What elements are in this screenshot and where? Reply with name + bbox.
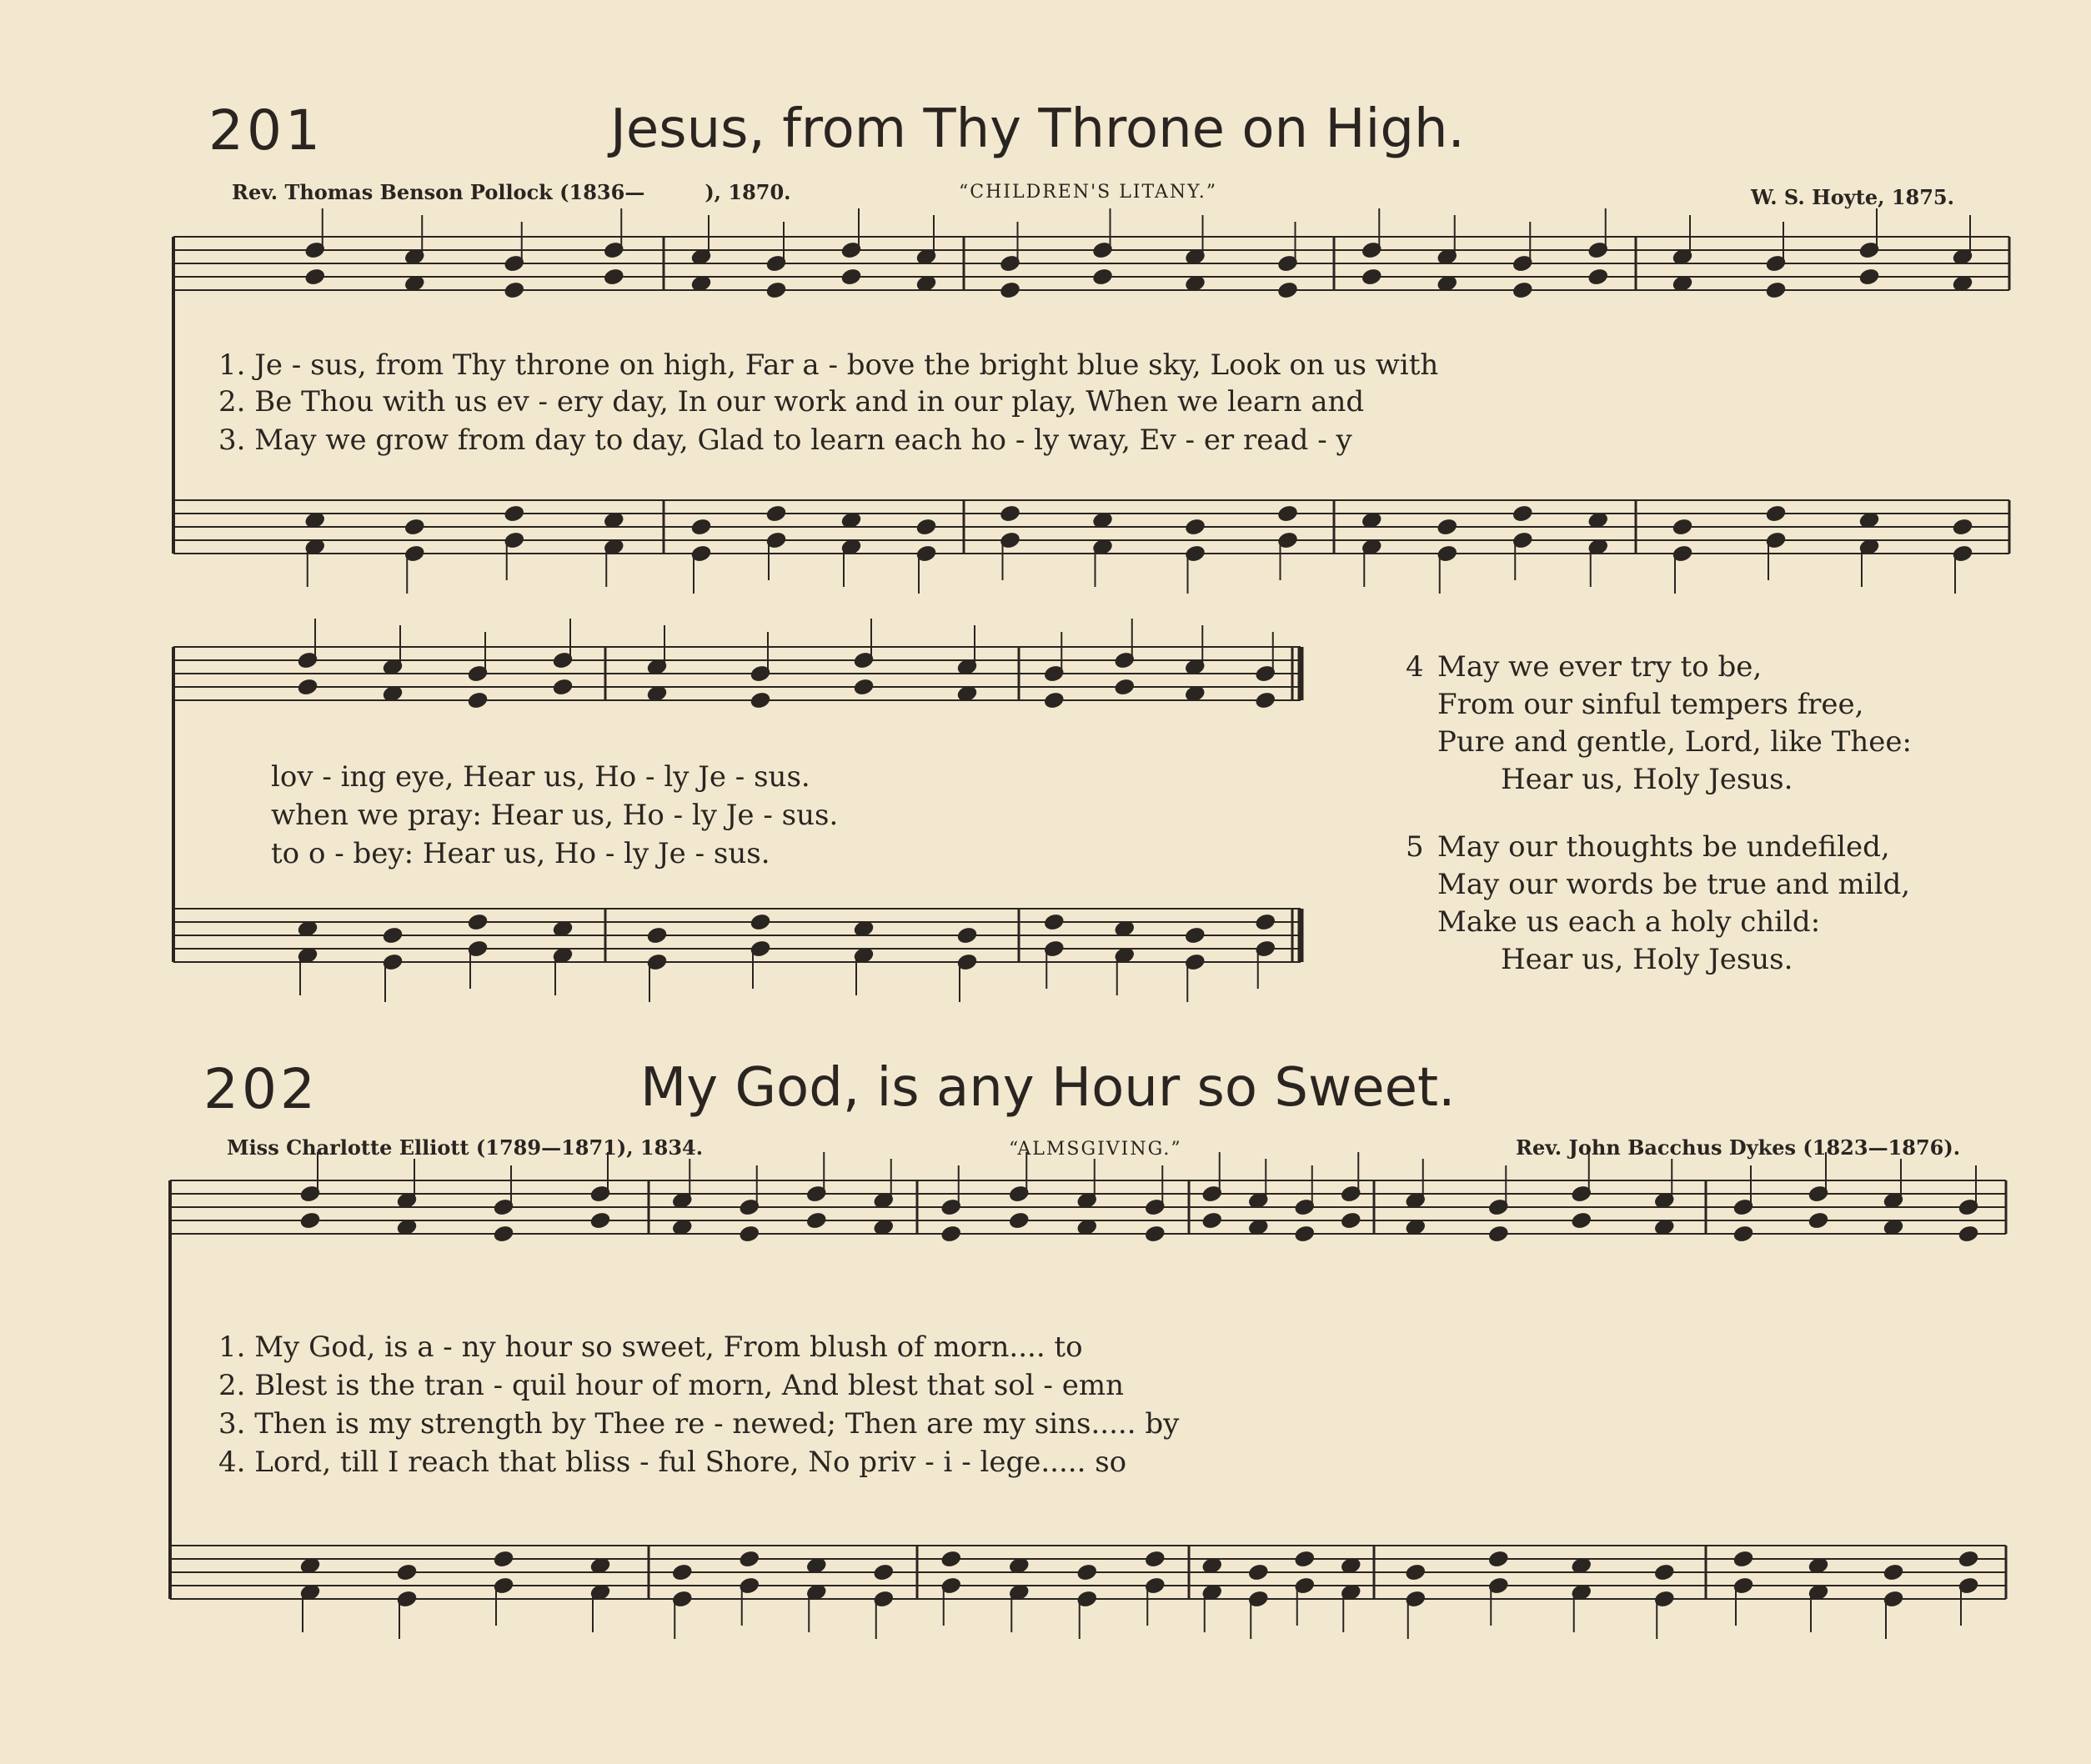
note-head <box>854 920 874 937</box>
note-head <box>1859 512 1879 529</box>
note-head <box>383 927 403 944</box>
hymn-202-tune: “ALMSGIVING.” <box>1009 1139 1182 1160</box>
note-head <box>740 1551 760 1567</box>
verse-number: 4 <box>1406 650 1424 684</box>
hymn-202-verse-2-line: 2. Blest is the tran - quil hour of morn, And blest that sol - emn <box>218 1369 1124 1402</box>
note-head <box>1185 927 1205 944</box>
note-head <box>854 679 874 695</box>
hymn-201-verse-3-end: to o - bey: Hear us, Ho - ly Je - sus. <box>271 837 770 870</box>
hymn-201-title: Jesus, from Thy Throne on High. <box>610 98 1465 160</box>
note-head <box>916 519 936 535</box>
note-head <box>1654 1219 1674 1235</box>
note-head <box>1077 1219 1097 1235</box>
note-head <box>1654 1564 1674 1581</box>
hymn-202-number: 202 <box>203 1057 318 1121</box>
note-head <box>1093 268 1113 285</box>
note-head <box>1953 519 1973 535</box>
note-head <box>1044 692 1064 709</box>
note-head <box>404 519 424 535</box>
note-head <box>1077 1564 1097 1581</box>
note-head <box>1009 1557 1029 1574</box>
hymn-202-verse-4-line: 4. Lord, till I reach that bliss - ful Shore, No priv - i - lege..... so <box>218 1446 1127 1479</box>
note-head <box>1295 1225 1315 1242</box>
note-head <box>1572 1557 1592 1574</box>
note-head <box>1437 519 1457 535</box>
note-head <box>841 268 861 285</box>
note-head <box>672 1219 692 1235</box>
verse-refrain: Hear us, Holy Jesus. <box>1501 943 1793 976</box>
note-head <box>1808 1557 1828 1574</box>
note-head <box>1278 505 1298 522</box>
hymn-201-verse-3-line: 3. May we grow from day to day, Glad to learn each ho - ly way, Ev - er read - y <box>218 423 1352 457</box>
note-head <box>1361 268 1381 285</box>
note-head <box>1953 275 1973 292</box>
note-head <box>1512 282 1532 298</box>
note-head <box>1009 1212 1029 1229</box>
note-head <box>1093 512 1113 529</box>
note-head <box>1958 1225 1978 1242</box>
note-head <box>1733 1225 1753 1242</box>
note-head <box>1115 679 1135 695</box>
note-head <box>1256 914 1276 930</box>
note-head <box>1185 685 1205 702</box>
note-head <box>691 519 711 535</box>
hymn-202-author: Miss Charlotte Elliott (1789—1871), 1834. <box>227 1135 704 1160</box>
hymn-202-verse-3-line: 3. Then is my strength by Thee re - newed; Then are my sins..... by <box>218 1407 1180 1441</box>
note-head <box>1145 1551 1165 1567</box>
hymn-201-verse-1-end: lov - ing eye, Hear us, Ho - ly Je - sus. <box>271 760 810 794</box>
note-head <box>1488 1225 1508 1242</box>
note-head <box>766 282 786 298</box>
note-head <box>672 1564 692 1581</box>
note-head <box>1572 1212 1592 1229</box>
note-head <box>1278 282 1298 298</box>
note-head <box>1186 519 1206 535</box>
note-head <box>305 512 325 529</box>
note-head <box>1512 505 1532 522</box>
note-head <box>1958 1551 1978 1567</box>
note-head <box>1859 268 1879 285</box>
verse-line: Pure and gentle, Lord, like Thee: <box>1437 725 1912 759</box>
note-head <box>1883 1564 1903 1581</box>
note-head <box>1115 920 1135 937</box>
note-head <box>1341 1212 1361 1229</box>
note-head <box>298 920 318 937</box>
note-head <box>553 920 573 937</box>
note-head <box>298 679 318 695</box>
hymn-202-title: My God, is any Hour so Sweet. <box>640 1057 1456 1119</box>
note-head <box>1341 1557 1361 1574</box>
note-head <box>874 1564 894 1581</box>
note-head <box>383 685 403 702</box>
note-head <box>590 1212 610 1229</box>
note-head <box>1145 1225 1165 1242</box>
hymn-201-composer: W. S. Hoyte, 1875. <box>1751 185 1954 209</box>
hymn-201-tune: “CHILDREN'S LITANY.” <box>959 182 1218 203</box>
note-head <box>397 1219 417 1235</box>
verse-refrain: Hear us, Holy Jesus. <box>1501 763 1793 796</box>
note-head <box>468 692 488 709</box>
note-head <box>1588 268 1608 285</box>
hymn-202-composer: Rev. John Bacchus Dykes (1823—1876). <box>1516 1135 1961 1160</box>
note-head <box>1361 512 1381 529</box>
note-head <box>604 268 624 285</box>
note-head <box>957 685 977 702</box>
note-head <box>1000 505 1020 522</box>
verse-line: Make us each a holy child: <box>1437 905 1821 939</box>
note-head <box>941 1225 961 1242</box>
note-head <box>916 275 936 292</box>
note-head <box>647 685 667 702</box>
note-head <box>647 927 667 944</box>
hymn-201-verse-2-line: 2. Be Thou with us ev - ery day, In our work and in our play, When we learn and <box>218 385 1365 418</box>
verse-line: May we ever try to be, <box>1437 650 1763 684</box>
note-head <box>494 1551 514 1567</box>
note-head <box>1000 282 1020 298</box>
note-head <box>1588 512 1608 529</box>
note-head <box>468 914 488 930</box>
note-head <box>766 505 786 522</box>
note-head <box>1733 1551 1753 1567</box>
note-head <box>604 512 624 529</box>
hymn-201-verse-1-line: 1. Je - sus, from Thy throne on high, Far a - bove the bright blue sky, Look on us with <box>218 348 1439 382</box>
note-head <box>1202 1557 1222 1574</box>
note-head <box>1808 1212 1828 1229</box>
note-head <box>504 282 524 298</box>
note-head <box>1488 1551 1508 1567</box>
note-head <box>504 505 524 522</box>
note-head <box>1406 1564 1426 1581</box>
hymn-201-verse-2-end: when we pray: Hear us, Ho - ly Je - sus. <box>271 799 839 832</box>
note-head <box>1883 1219 1903 1235</box>
hymn-201-verse-4 <box>1406 649 1912 799</box>
note-head <box>806 1212 826 1229</box>
note-head <box>1202 1212 1222 1229</box>
note-head <box>1766 505 1786 522</box>
note-head <box>841 512 861 529</box>
note-head <box>941 1551 961 1567</box>
note-head <box>740 1225 760 1242</box>
note-head <box>397 1564 417 1581</box>
note-head <box>590 1557 610 1574</box>
note-head <box>750 914 770 930</box>
note-head <box>1044 914 1064 930</box>
note-head <box>1248 1219 1268 1235</box>
note-head <box>494 1225 514 1242</box>
note-head <box>1406 1219 1426 1235</box>
note-head <box>957 927 977 944</box>
note-head <box>404 275 424 292</box>
note-head <box>750 692 770 709</box>
hymn-201-verse-5 <box>1406 829 1911 979</box>
note-head <box>1256 692 1276 709</box>
note-head <box>553 679 573 695</box>
verse-line: From our sinful tempers free, <box>1437 688 1864 721</box>
verse-line: May our thoughts be undefiled, <box>1437 830 1890 864</box>
note-head <box>1186 275 1206 292</box>
note-head <box>1766 282 1786 298</box>
hymn-201-number: 201 <box>208 98 323 163</box>
note-head <box>874 1219 894 1235</box>
note-head <box>300 1557 320 1574</box>
note-head <box>300 1212 320 1229</box>
note-head <box>1295 1551 1315 1567</box>
note-head <box>691 275 711 292</box>
note-head <box>1672 519 1692 535</box>
verse-number: 5 <box>1406 830 1424 864</box>
hymn-202-verse-1-line: 1. My God, is a - ny hour so sweet, From blush of morn.... to <box>218 1331 1083 1364</box>
verse-line: May our words be true and mild, <box>1437 868 1911 901</box>
note-head <box>1437 275 1457 292</box>
note-head <box>1248 1564 1268 1581</box>
note-head <box>1672 275 1692 292</box>
note-head <box>806 1557 826 1574</box>
hymn-201-author: Rev. Thomas Benson Pollock (1836— ), 1870. <box>232 180 791 204</box>
note-head <box>305 268 325 285</box>
